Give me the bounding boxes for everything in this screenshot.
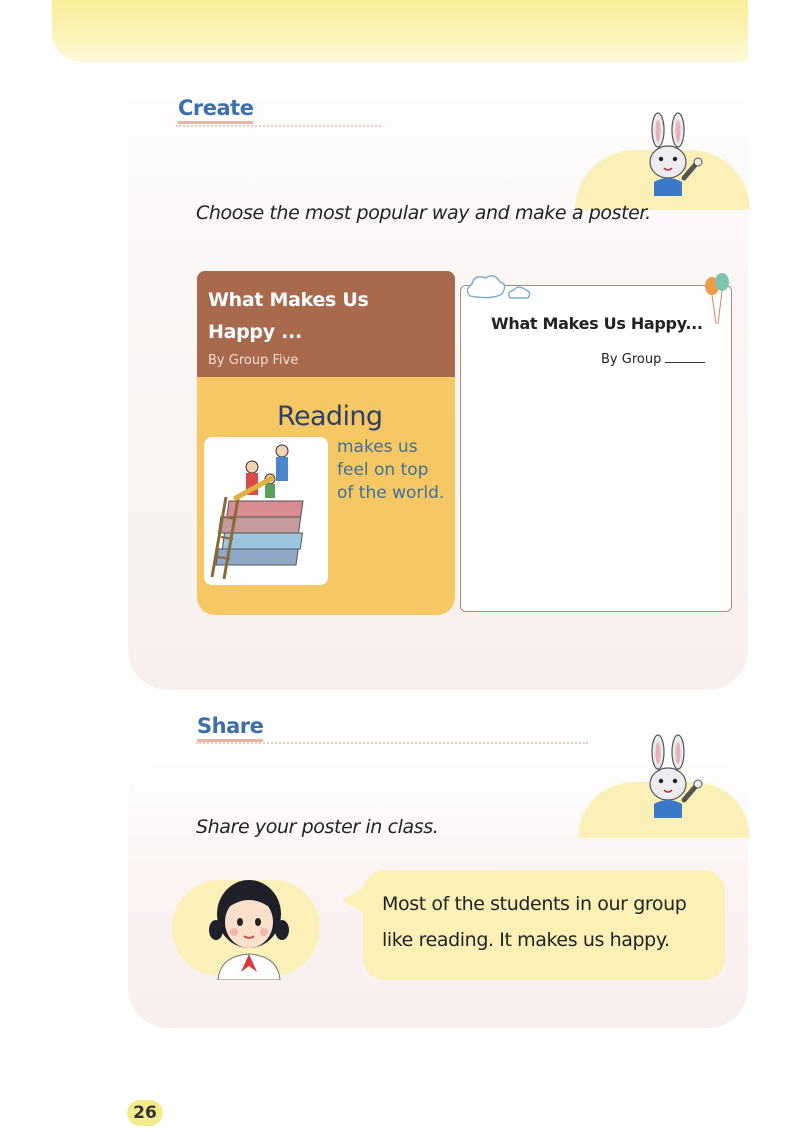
share-heading: Share [197, 714, 263, 738]
share-divider [196, 742, 588, 744]
books-illustration [204, 437, 328, 585]
balloons-icon [700, 266, 738, 326]
speech-line2: like reading. It makes us happy. [382, 929, 670, 951]
blank-poster-by: By Group [601, 352, 705, 367]
create-instruction: Choose the most popular way and make a poster. [196, 202, 651, 224]
example-poster [197, 271, 455, 615]
poster-line2: feel on top [337, 460, 429, 480]
create-heading: Create [178, 96, 253, 120]
blank-poster [460, 285, 732, 612]
poster-reading: Reading [277, 401, 383, 432]
create-divider [176, 125, 381, 127]
girl-avatar [204, 874, 294, 980]
rabbit-icon [634, 734, 714, 818]
speech-line1: Most of the students in our group [382, 893, 687, 915]
poster-title-line1: What Makes Us [208, 289, 369, 311]
poster-header [197, 271, 455, 377]
cloud-icon [462, 270, 542, 304]
share-instruction: Share your poster in class. [196, 816, 439, 838]
poster-line3: of the world. [337, 483, 445, 503]
top-banner [52, 0, 748, 62]
poster-line1: makes us [337, 437, 418, 457]
page-number: 26 [127, 1100, 163, 1126]
blank-poster-title: What Makes Us Happy... [491, 314, 703, 333]
speech-bubble [363, 870, 725, 980]
poster-by: By Group Five [208, 353, 299, 368]
poster-title-line2: Happy ... [208, 321, 302, 343]
rabbit-icon [634, 112, 714, 196]
